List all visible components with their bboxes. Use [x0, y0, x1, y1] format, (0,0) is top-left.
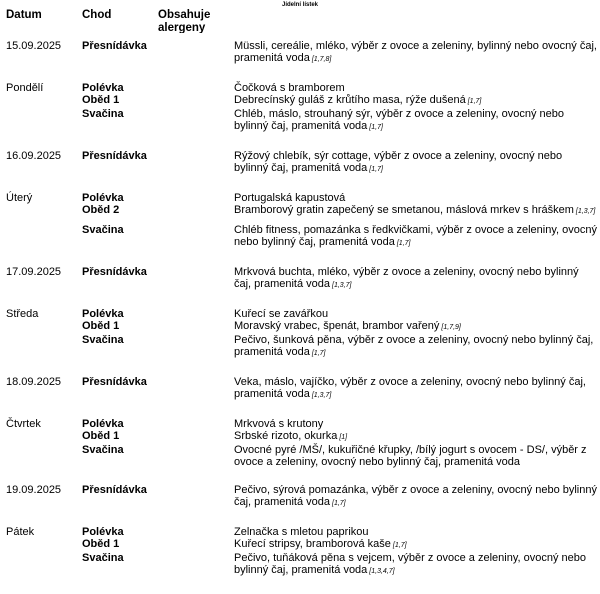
menu-row [0, 266, 600, 292]
meal-description-cell [234, 82, 597, 94]
day-cell-empty [0, 108, 82, 134]
menu-row [0, 526, 600, 538]
menu-row [0, 444, 600, 468]
meal-name: Polévka [82, 192, 124, 204]
meal-description-cell [234, 444, 597, 468]
meal-name: Svačina [82, 224, 124, 236]
allergen-codes: [1,7] [369, 166, 383, 173]
meal-description-cell [234, 308, 597, 320]
day-breakfast-block [0, 484, 600, 510]
day-date: 19.09.2025 [6, 484, 62, 496]
day-breakfast-block [0, 266, 600, 292]
day-meals-block [0, 418, 600, 468]
meal-description: Debrecínský guláš z krůtího masa, rýže dušená [234, 94, 466, 106]
meal-name: Přesnídávka [82, 40, 147, 52]
meal-description: Srbské rizoto, okurka [234, 430, 338, 442]
header-alergeny: Obsahuje alergeny [158, 9, 211, 33]
day-date: 17.09.2025 [6, 266, 62, 278]
meal-name: Svačina [82, 444, 124, 456]
day-meals-block [0, 82, 600, 134]
allergen-codes: [1,7] [369, 124, 383, 131]
meal-description-cell [234, 334, 597, 360]
menu-row [0, 204, 600, 218]
meal-name: Polévka [82, 308, 124, 320]
header-datum: Datum [6, 9, 42, 21]
meal-description: Zelnačka s mletou paprikou [234, 526, 369, 538]
meal-description: Mrkvová buchta, mléko, výběr z ovoce a zeleniny, ovocný nebo bylinný čaj, pramenitá voda [234, 266, 579, 290]
meal-description: Müssli, cereálie, mléko, výběr z ovoce a zeleniny, bylinný nebo ovocný čaj, pramenitá voda [234, 40, 597, 64]
day-date: 16.09.2025 [6, 150, 62, 162]
day-cell-empty [0, 538, 82, 552]
day-breakfast-block [0, 40, 600, 66]
menu-row [0, 320, 600, 334]
meal-name: Polévka [82, 82, 124, 94]
day-date: 15.09.2025 [6, 40, 62, 52]
meal-description: Rýžový chlebík, sýr cottage, výběr z ovoce a zeleniny, ovocný nebo bylinný čaj, pramenitá voda [234, 150, 563, 174]
menu-row [0, 334, 600, 360]
meal-description-cell [234, 430, 597, 444]
meal-name: Oběd 1 [82, 320, 120, 332]
day-breakfast-block [0, 150, 600, 176]
menu-row [0, 418, 600, 430]
meal-description: Moravský vrabec, špenát, brambor vařený [234, 320, 440, 332]
menu-row [0, 308, 600, 320]
meal-description-cell [234, 376, 597, 402]
allergen-codes: [1,7,8] [311, 56, 332, 63]
allergen-codes: [1,3,7] [311, 392, 332, 399]
meal-description-cell [234, 418, 597, 430]
meal-name: Přesnídávka [82, 150, 147, 162]
header-chod: Chod [82, 9, 112, 21]
meal-name: Oběd 1 [82, 538, 120, 550]
meal-name: Svačina [82, 108, 124, 120]
day-meals-block [0, 526, 600, 578]
meal-description: Kuřecí stripsy, bramborová kaše [234, 538, 391, 550]
day-cell-empty [0, 334, 82, 360]
meal-description-cell [234, 320, 597, 334]
menu-row [0, 192, 600, 204]
meal-description-cell [234, 150, 597, 176]
meal-name: Polévka [82, 418, 124, 430]
meal-description: Chléb, máslo, strouhaný sýr, výběr z ovoce a zeleniny, ovocný nebo bylinný čaj, pramenitá voda [234, 108, 564, 132]
meal-name: Polévka [82, 526, 124, 538]
day-cell-empty [0, 204, 82, 218]
day-weekday: Středa [6, 308, 39, 320]
meal-description: Kuřecí se zavářkou [234, 308, 329, 320]
meal-name: Přesnídávka [82, 484, 147, 496]
allergen-codes: [1,7] [311, 350, 326, 357]
day-cell-empty [0, 320, 82, 334]
day-cell-empty [0, 444, 82, 468]
menu-table [0, 40, 600, 594]
meal-description-cell [234, 204, 597, 218]
meal-description-cell [234, 224, 597, 250]
meal-name: Svačina [82, 334, 124, 346]
menu-row [0, 82, 600, 94]
meal-name: Přesnídávka [82, 266, 147, 278]
meal-description-cell [234, 552, 597, 578]
menu-row [0, 224, 600, 250]
day-weekday: Úterý [6, 192, 33, 204]
meal-description-cell [234, 526, 597, 538]
meal-description: Pečivo, sýrová pomazánka, výběr z ovoce a zeleniny, ovocný nebo bylinný čaj, pramenitá voda [234, 484, 597, 508]
meal-description: Čočková s bramborem [234, 82, 345, 94]
meal-description-cell [234, 94, 597, 108]
meal-name: Přesnídávka [82, 376, 147, 388]
menu-title: Jídelní lístek [281, 2, 318, 8]
allergen-codes: [1,7] [396, 240, 411, 247]
day-cell-empty [0, 224, 82, 250]
day-cell-empty [0, 430, 82, 444]
meal-description-cell [234, 192, 597, 204]
day-weekday: Čtvrtek [6, 418, 41, 430]
menu-row [0, 430, 600, 444]
day-cell-empty [0, 552, 82, 578]
meal-description: Portugalská kapustová [234, 192, 346, 204]
meal-description-cell [234, 538, 597, 552]
meal-description-cell [234, 40, 597, 66]
menu-row [0, 552, 600, 578]
allergen-codes: [1,7] [332, 500, 346, 507]
menu-row [0, 484, 600, 510]
meal-description: Bramborový gratin zapečený se smetanou, máslová mrkev s hráškem [234, 204, 574, 216]
allergen-codes: [1,3,7] [575, 208, 596, 215]
day-meals-block [0, 192, 600, 250]
day-meals-block [0, 308, 600, 360]
allergen-codes: [1,3,7] [332, 282, 352, 289]
meal-description: Mrkvová s krutony [234, 418, 324, 430]
meal-description: Ovocné pyré /MŠ/, kukuřičné křupky, /bílý jogurt s ovocem - DS/, výběr z ovoce a zeleniny, ovocný nebo bylinný čaj, pramenitá voda [234, 444, 587, 468]
meal-description-cell [234, 108, 597, 134]
meal-name: Oběd 1 [82, 430, 120, 442]
meal-name: Oběd 1 [82, 94, 120, 106]
meal-description: Pečivo, tuňáková pěna s vejcem, výběr z ovoce a zeleniny, ovocný nebo bylinný čaj, pramenitá voda [234, 552, 586, 576]
allergen-codes: [1,7,9] [441, 324, 461, 331]
meal-description: Veka, máslo, vajíčko, výběr z ovoce a zeleniny, ovocný nebo bylinný čaj, pramenitá voda [234, 376, 586, 400]
meal-name: Svačina [82, 552, 124, 564]
day-weekday: Pátek [6, 526, 35, 538]
meal-name: Oběd 2 [82, 204, 120, 216]
day-weekday: Pondělí [6, 82, 44, 94]
day-breakfast-block [0, 376, 600, 402]
menu-row [0, 40, 600, 66]
meal-description-cell [234, 266, 597, 292]
day-cell-empty [0, 94, 82, 108]
menu-row [0, 538, 600, 552]
allergen-codes: [1,7] [467, 98, 482, 105]
menu-row [0, 150, 600, 176]
menu-row [0, 94, 600, 108]
meal-description-cell [234, 484, 597, 510]
menu-row [0, 376, 600, 402]
day-date: 18.09.2025 [6, 376, 62, 388]
allergen-codes: [1,3,4,7] [369, 568, 395, 575]
allergen-codes: [1,7] [392, 542, 407, 549]
meal-description: Chléb fitness, pomazánka s ředkvičkami, výběr z ovoce a zeleniny, ovocný nebo bylinný čaj, pramenitá voda [234, 224, 597, 248]
menu-row [0, 108, 600, 134]
allergen-codes: [1] [339, 434, 348, 441]
meal-description: Pečivo, šunková pěna, výběr z ovoce a zeleniny, ovocný nebo bylinný čaj, pramenitá voda [234, 334, 594, 358]
